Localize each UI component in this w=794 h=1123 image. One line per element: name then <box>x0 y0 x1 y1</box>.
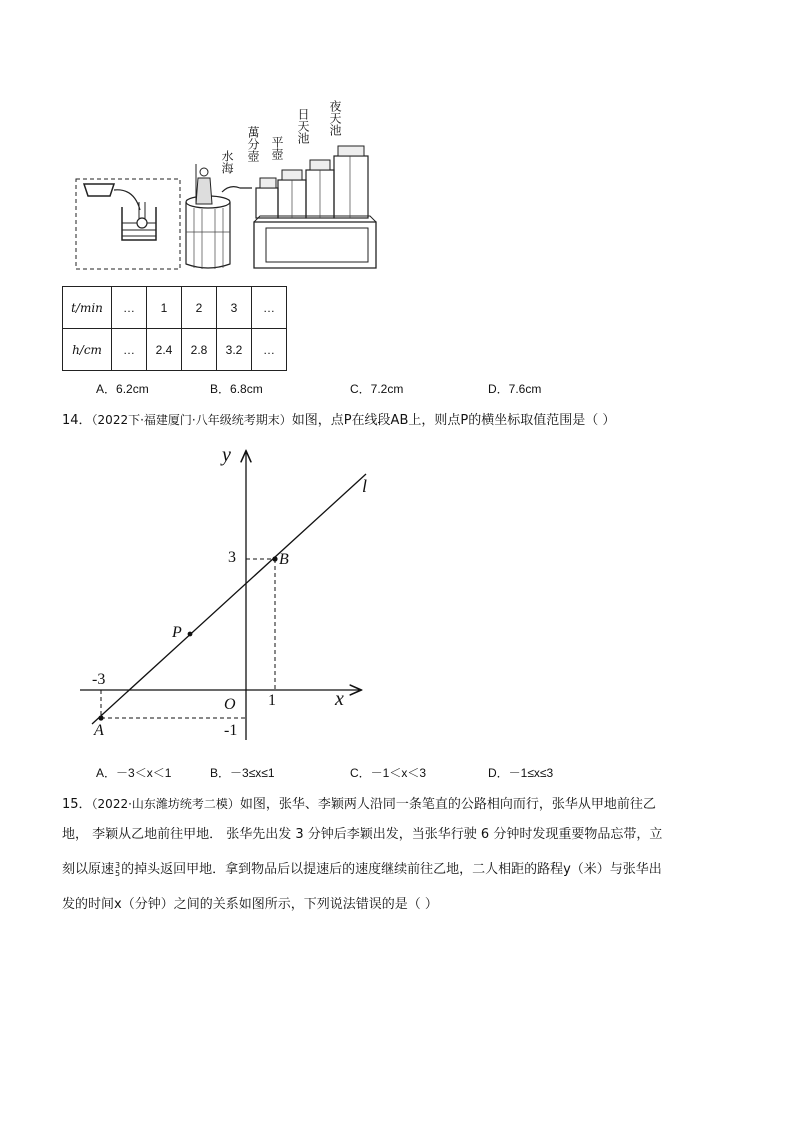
tick-label-neg3: -3 <box>92 671 106 688</box>
q13-option-b[interactable]: B．6.8cm <box>210 382 263 396</box>
table-row <box>63 329 287 371</box>
q14-option-d[interactable]: D．－1≤x≤3 <box>488 766 554 780</box>
label-yetianchi: 夜天池 <box>328 100 342 136</box>
q14-option-a[interactable]: A．－3＜x＜1 <box>96 766 172 780</box>
fraction: 3 5 <box>115 860 121 878</box>
table-cell: t/min <box>63 287 112 329</box>
table-cell: … <box>112 287 147 329</box>
coordinate-graph <box>70 440 390 750</box>
question-number: 15． <box>62 797 92 812</box>
water-clock-figure <box>70 92 380 277</box>
q14-option-b[interactable]: B．－3≤x≤1 <box>210 766 275 780</box>
point-label-a: A <box>94 722 104 739</box>
tick-label-neg1: -1 <box>224 722 238 739</box>
q15-line-2: 地， 李颖从乙地前往甲地． 张华先出发 3 分钟后李颖出发，当张华行驶 6 分钟时发现重要物品忘带，立 <box>62 827 663 842</box>
q15-line-1: 15．（2022·山东潍坊统考二模）如图，张华、李颖两人沿同一条笔直的公路相向而行，张华从甲地前往乙 <box>62 797 656 812</box>
table-cell: 2.8 <box>182 329 217 371</box>
x-axis-label: x <box>335 688 344 710</box>
table-cell: … <box>252 287 287 329</box>
q13-option-d[interactable]: D．7.6cm <box>488 382 542 396</box>
table-cell: 3 <box>217 287 252 329</box>
label-ritianchi: 日天池 <box>296 108 310 144</box>
point-label-p: P <box>172 624 182 641</box>
question-source: （2022·山东潍坊统考二模） <box>91 797 240 811</box>
origin-label: O <box>224 696 236 713</box>
table-cell: 2.4 <box>147 329 182 371</box>
point-b-dot <box>272 556 277 561</box>
line-l <box>92 474 366 724</box>
table-cell: 1 <box>147 287 182 329</box>
point-a-dot <box>98 715 103 720</box>
q14-stem <box>62 411 615 430</box>
table-cell: … <box>112 329 147 371</box>
table-cell: 2 <box>182 287 217 329</box>
line-label-l: l <box>362 476 368 496</box>
q13-option-a[interactable]: A．6.2cm <box>96 382 149 396</box>
tick-label-3: 3 <box>228 549 236 566</box>
q15-line-4: 发的时间x（分钟）之间的关系如图所示，下列说法错误的是（ ） <box>62 897 438 912</box>
y-axis-label: y <box>222 444 231 466</box>
question-source: （2022下·福建厦门·八年级统考期末） <box>91 413 292 427</box>
table-cell: h/cm <box>63 329 112 371</box>
label-wanfenhu: 萬分壺 <box>246 126 260 162</box>
tick-label-1: 1 <box>268 692 276 709</box>
question-text: 如图，点P在线段AB上，则点P的横坐标取值范围是（ ） <box>291 413 616 428</box>
label-pinghu: 平壺 <box>270 136 284 160</box>
label-shuihai: 水海 <box>220 150 234 174</box>
q14-option-c[interactable]: C．－1＜x＜3 <box>350 766 427 780</box>
table-row <box>63 287 287 329</box>
question-number: 14． <box>62 413 92 428</box>
q15-line-3: 刻以原速 3 5 的掉头返回甲地．拿到物品后以提速后的速度继续前往乙地，二人相距的路程y（米）与张华出 <box>62 860 662 878</box>
table-cell: … <box>252 329 287 371</box>
table-cell: 3.2 <box>217 329 252 371</box>
point-p-dot <box>188 632 193 637</box>
q13-option-c[interactable]: C．7.2cm <box>350 382 404 396</box>
time-height-table <box>62 286 287 371</box>
point-label-b: B <box>279 551 289 568</box>
